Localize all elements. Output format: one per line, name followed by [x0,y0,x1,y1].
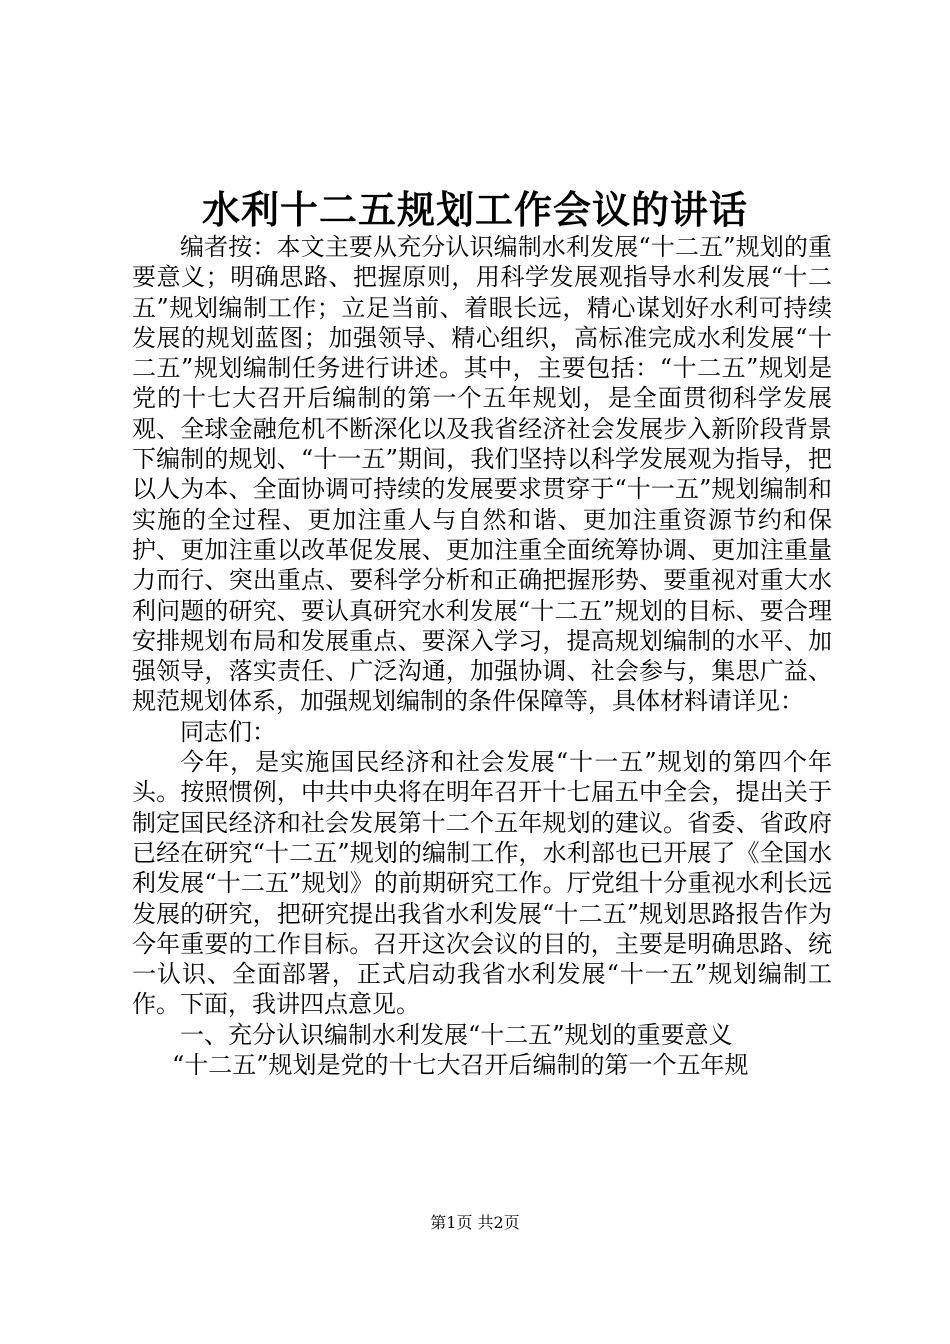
section-paragraph: “十二五”规划是党的十七大召开后编制的第一个五年规 [172,1051,749,1080]
page-title: 水利十二五规划工作会议的讲话 [201,187,748,232]
document-body [132,232,832,1080]
section-heading: 一、充分认识编制水利发展“十二五”规划的重要意义 [180,1020,733,1049]
salutation-paragraph: 同志们： [180,717,276,746]
intro-paragraph: 今年，是实施国民经济和社会发展“十一五”规划的第四个年头。按照惯例，中共中央将在明年召开十七届五中全会，提出关于制定国民经济和社会发展第十二个五年规划的建议。省委、省政府已经在研究“十二五”规划的编制工作，水利部也已开展了《全国水利发展“十二五”规划》的前期研究工作。厅党组十分重视水利长远发展的研究，把研究提出我省水利发展“十二五”规划思路报告作为今年重要的工作目标。召开这次会议的目的，主要是明确思路、统一认识、全面部署，正式启动我省水利发展“十一五”规划编制工作。下面，我讲四点意见。 [132,748,832,1019]
editor-note-paragraph: 编者按：本文主要从充分认识编制水利发展“十二五”规划的重要意义；明确思路、把握原则，用科学发展观指导水利发展“十二五”规划编制工作；立足当前、着眼长远，精心谋划好水利可持续发展的规划蓝图；加强领导、精心组织，高标准完成水利发展“十二五”规划编制任务进行讲述。其中，主要包括：“十二五”规划是党的十七大召开后编制的第一个五年规划，是全面贯彻科学发展观、全球金融危机不断深化以及我省经济社会发展步入新阶段背景下编制的规划、“十一五”期间，我们坚持以科学发展观为指导，把以人为本、全面协调可持续的发展要求贯穿于“十一五”规划编制和实施的全过程、更加注重人与自然和谐、更加注重资源节约和保护、更加注重以改革促发展、更加注重全面统筹协调、更加注重量力而行、突出重点、要科学分析和正确把握形势、要重视对重大水利问题的研究、要认真研究水利发展“十二五”规划的目标、要合理安排规划布局和发展重点、要深入学习，提高规划编制的水平、加强领导，落实责任、广泛沟通，加强协调、社会参与，集思广益、规范规划体系，加强规划编制的条件保障等，具体材料请详见： [132,233,832,716]
page-footer: 第1页 共2页 [430,1213,520,1232]
